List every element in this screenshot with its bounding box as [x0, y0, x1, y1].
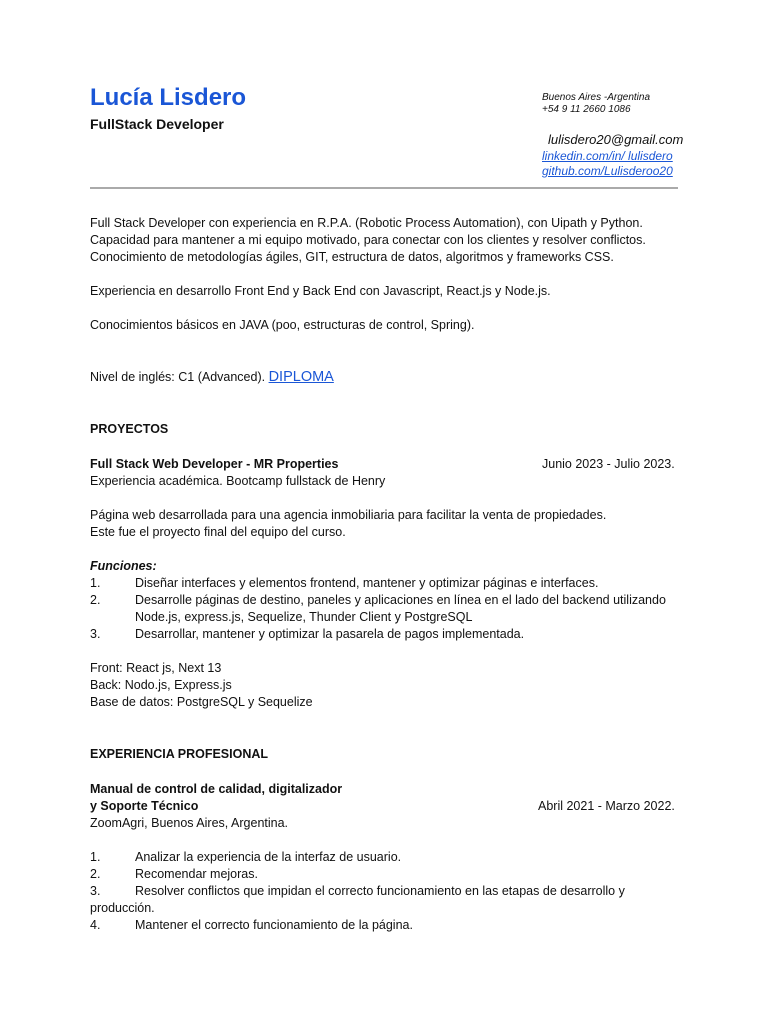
list-item [90, 575, 690, 592]
project-subtitle: Experiencia académica. Bootcamp fullstack de Henry [90, 474, 386, 488]
project-title: Full Stack Web Developer - MR Properties [90, 457, 339, 471]
tech-stack [90, 660, 313, 711]
frontend-backend-text: Experiencia en desarrollo Front End y Back End con Javascript, React.js y Node.js. [90, 284, 551, 298]
list-item-text: Mantener el correcto funcionamiento de la página. [135, 918, 413, 932]
email-text: lulisdero20@gmail.com [548, 132, 684, 147]
github-link[interactable]: github.com/Lulisderoo20 [542, 164, 673, 178]
tech-stack-line: Front: React js, Next 13 [90, 661, 222, 675]
list-item-number: 2. [90, 593, 101, 607]
project-date: Junio 2023 - Julio 2023. [542, 457, 675, 471]
linkedin-link[interactable]: linkedin.com/in/ lulisdero [542, 149, 673, 163]
list-item-number: 3. [90, 884, 101, 898]
experience-title [90, 781, 342, 815]
functions-label: Funciones: [90, 559, 157, 573]
list-item [90, 592, 690, 626]
list-item-text: Recomendar mejoras. [135, 867, 258, 881]
list-item-text: Desarrolle páginas de destino, paneles y aplicaciones en línea en el lado del backend utilizando [135, 593, 666, 607]
summary-paragraph [90, 215, 646, 266]
job-title: FullStack Developer [90, 116, 224, 132]
list-item-text: Diseñar interfaces y elementos frontend, mantener y optimizar páginas e interfaces. [135, 576, 599, 590]
list-item-text: Desarrollar, mantener y optimizar la pasarela de pagos implementada. [135, 627, 525, 641]
project-description-line: Este fue el proyecto final del equipo del curso. [90, 525, 346, 539]
english-level-text: Nivel de inglés: C1 (Advanced). [90, 370, 266, 384]
list-item [90, 849, 690, 866]
list-item [90, 917, 690, 934]
java-text: Conocimientos básicos en JAVA (poo, estructuras de control, Spring). [90, 318, 475, 332]
list-item [90, 866, 690, 883]
list-item-number: 1. [90, 850, 101, 864]
list-item-text: Analizar la experiencia de la interfaz de usuario. [135, 850, 402, 864]
experience-date: Abril 2021 - Marzo 2022. [538, 799, 675, 813]
list-item-number: 4. [90, 918, 101, 932]
phone-text: +54 9 11 2660 1086 [542, 104, 631, 115]
list-item-number: 3. [90, 627, 101, 641]
experience-title-line: y Soporte Técnico [90, 799, 199, 813]
list-item-continuation: producción. [90, 901, 155, 915]
projects-heading: PROYECTOS [90, 422, 169, 436]
list-item-text: Resolver conflictos que impidan el correcto funcionamiento en las etapas de desarrollo y [135, 884, 625, 898]
header-divider [90, 187, 678, 189]
summary-line: Full Stack Developer con experiencia en R.P.A. (Robotic Process Automation), con Uipath y Python. [90, 216, 643, 230]
location-text: Buenos Aires -Argentina [542, 92, 651, 103]
functions-list [90, 575, 690, 645]
experience-title-line: Manual de control de calidad, digitalizador [90, 782, 343, 796]
tech-stack-line: Base de datos: PostgreSQL y Sequelize [90, 695, 313, 709]
contact-location-block [542, 92, 650, 116]
project-description [90, 507, 606, 541]
summary-line: Capacidad para mantener a mi equipo motivado, para conectar con los clientes y resolver conflictos. [90, 233, 646, 247]
summary-line: Conocimiento de metodologías ágiles, GIT, estructura de datos, algoritmos y frameworks CSS. [90, 250, 614, 264]
experience-heading: EXPERIENCIA PROFESIONAL [90, 747, 269, 761]
diploma-link[interactable]: DIPLOMA [268, 369, 334, 385]
tech-stack-line: Back: Nodo.js, Express.js [90, 678, 232, 692]
list-item-number: 2. [90, 867, 101, 881]
list-item-text: Node.js, express.js, Sequelize, Thunder Client y PostgreSQL [135, 610, 473, 624]
english-level-row [90, 369, 334, 386]
list-item [90, 626, 690, 643]
candidate-name: Lucía Lisdero [90, 84, 247, 111]
list-item [90, 883, 690, 917]
experience-company: ZoomAgri, Buenos Aires, Argentina. [90, 816, 289, 830]
project-description-line: Página web desarrollada para una agencia inmobiliaria para facilitar la venta de propiedades. [90, 508, 607, 522]
experience-tasks-list [90, 849, 690, 939]
list-item-number: 1. [90, 576, 101, 590]
